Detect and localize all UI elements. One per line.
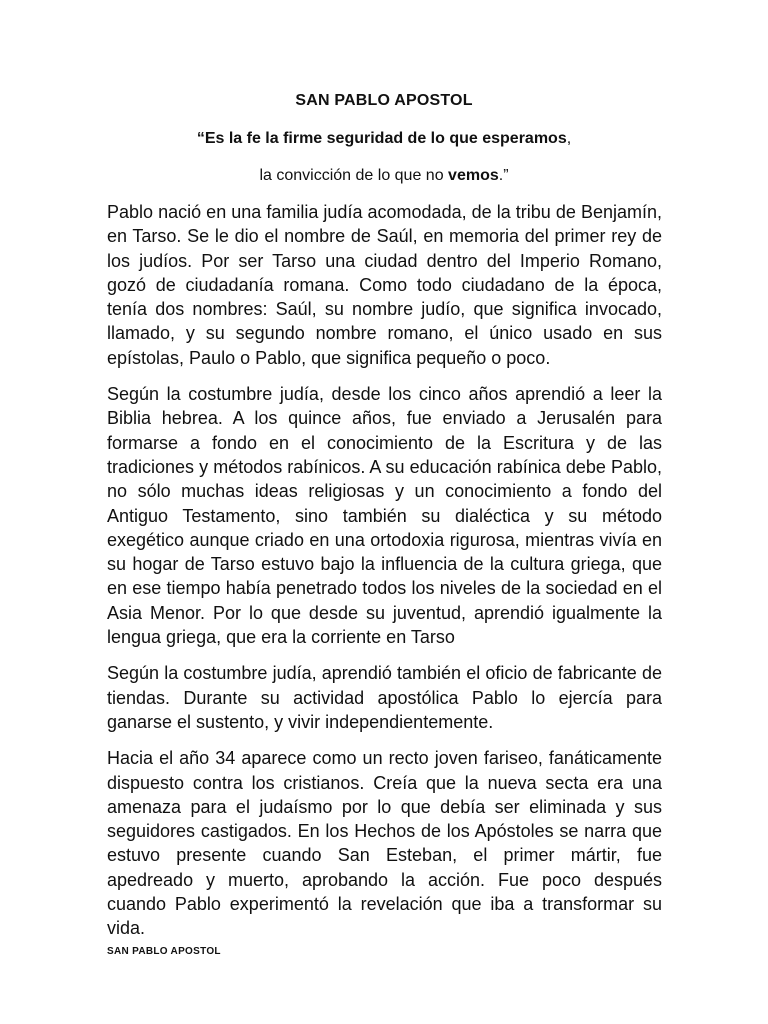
- quote-line-2-text: la convicción de lo que no: [259, 167, 449, 184]
- quote-line-2-end: .”: [498, 167, 509, 184]
- quote-line-1: [0, 130, 768, 148]
- document-title: SAN PABLO APOSTOL: [295, 92, 473, 109]
- quote-line-2: [0, 167, 768, 185]
- page-footer: SAN PABLO APOSTOL: [107, 946, 221, 957]
- body-paragraph: Según la costumbre judía, desde los cinco años aprendió a leer la Biblia hebrea. A los quince años, fue enviado a Jerusalén para formarse a fondo en el conocimiento de la Escritura y de las tradiciones y métodos rabínicos. A su educación rabínica debe Pablo, no sólo muchas ideas religiosas y un conocimiento a fondo del Antiguo Testamento, sino también su dialéctica y su método exegético aunque criado en una ortodoxia rigurosa, mientras vivía en su hogar de Tarso estuvo bajo la influencia de la cultura griega, que en ese tiempo había penetrado todos los niveles de la sociedad en el Asia Menor. Por lo que desde su juventud, aprendió igualmente la lengua griega, que era la corriente en Tarso: [107, 384, 662, 648]
- document-body: [107, 200, 662, 953]
- body-paragraph: Según la costumbre judía, aprendió también el oficio de fabricante de tiendas. Durante su actividad apostólica Pablo lo ejercía para ganarse el sustento, y vivir independientemente.: [107, 663, 662, 732]
- quote-line-1-text: “Es la fe la firme seguridad de lo que esperamos: [196, 130, 567, 147]
- body-paragraph: Pablo nació en una familia judía acomodada, de la tribu de Benjamín, en Tarso. Se le dio el nombre de Saúl, en memoria del primer rey de los judíos. Por ser Tarso una ciudad dentro del Imperio Romano, gozó de ciudadanía romana. Como todo ciudadano de la época, tenía dos nombres: Saúl, su nombre judío, que significa invocado, llamado, y su segundo nombre romano, el único usado en sus epístolas, Paulo o Pablo, que significa pequeño o poco.: [107, 202, 662, 368]
- quote-line-2-emphasis: vemos: [448, 167, 499, 184]
- body-paragraph: Hacia el año 34 aparece como un recto joven fariseo, fanáticamente dispuesto contra los cristianos. Creía que la nueva secta era una amenaza para el judaísmo por lo que debía ser eliminada y sus seguidores castigados. En los Hechos de los Apóstoles se narra que estuvo presente cuando San Esteban, el primer mártir, fue apedreado y muerto, aprobando la acción. Fue poco después cuando Pablo experimentó la revelación que iba a transformar su vida.: [107, 748, 662, 939]
- quote-line-1-comma: ,: [566, 130, 572, 147]
